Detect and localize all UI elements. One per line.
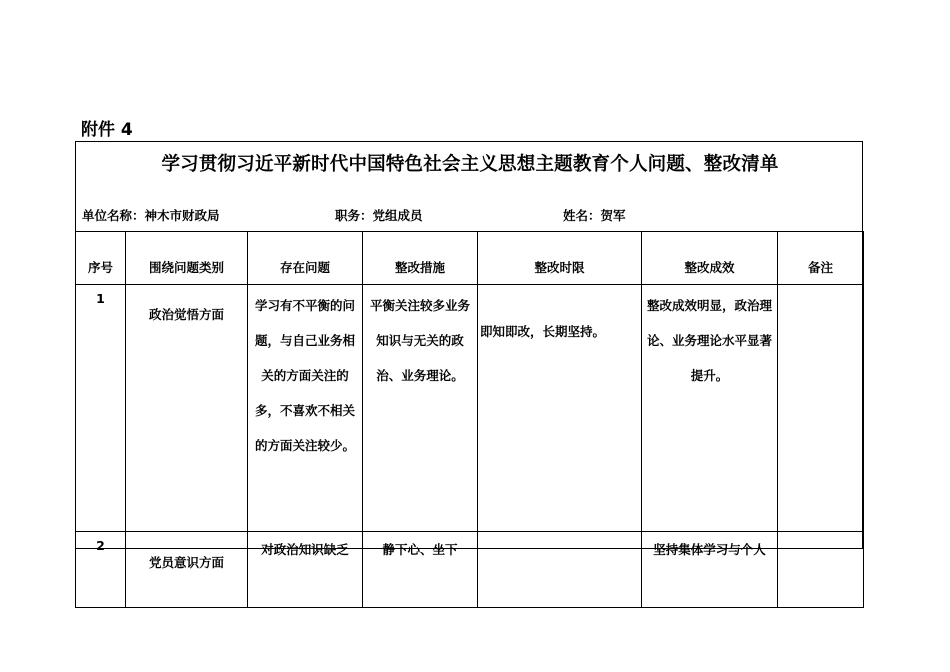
cell-effect: 整改成效明显，政治理论、业务理论水平显著提升。: [642, 285, 778, 532]
cell-note: [778, 532, 864, 608]
header-seq: 序号: [76, 232, 126, 285]
cell-effect: 坚持集体学习与个人: [642, 532, 778, 608]
document-title: 学习贯彻习近平新时代中国特色社会主义思想主题教育个人问题、整改清单: [161, 154, 779, 175]
cell-category: 党员意识方面: [126, 532, 248, 608]
name-field: 姓名：贺军: [563, 208, 626, 223]
cell-issue: 对政治知识缺乏: [248, 532, 363, 608]
cell-note: [778, 285, 864, 532]
header-issue: 存在问题: [248, 232, 363, 285]
header-category: 围绕问题类别: [126, 232, 248, 285]
table-row: [76, 532, 864, 608]
cell-category: 政治觉悟方面: [126, 285, 248, 532]
cell-measure: 静下心、坐下: [363, 532, 478, 608]
issues-table: [75, 231, 864, 608]
cell-seq: 1: [76, 285, 126, 532]
table-row: [76, 285, 864, 532]
cell-issue: 学习有不平衡的问题，与自己业务相关的方面关注的多，不喜欢不相关的方面关注较少。: [248, 285, 363, 532]
cell-seq: 2: [76, 532, 126, 608]
rectification-form: [75, 141, 863, 570]
attachment-label: 附件 4: [81, 120, 133, 140]
header-note: 备注: [778, 232, 864, 285]
cell-measure: 平衡关注较多业务知识与无关的政治、业务理论。: [363, 285, 478, 532]
table-header-row: [76, 232, 864, 285]
header-deadline: 整改时限: [478, 232, 642, 285]
cell-deadline: [478, 532, 642, 608]
unit-field: 单位名称：神木市财政局: [82, 208, 220, 223]
cell-deadline: 即知即改，长期坚持。: [478, 285, 642, 532]
header-measure: 整改措施: [363, 232, 478, 285]
header-effect: 整改成效: [642, 232, 778, 285]
duty-field: 职务：党组成员: [335, 208, 423, 223]
